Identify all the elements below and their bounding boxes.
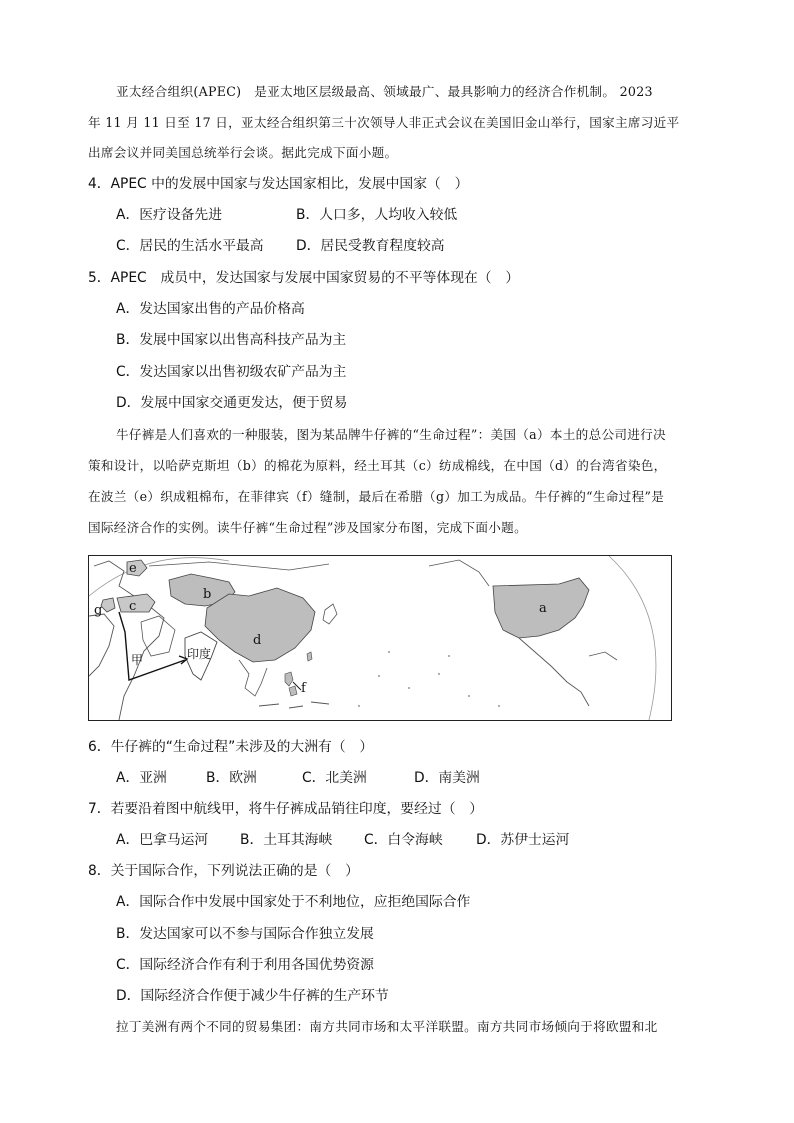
globe-arc-right — [609, 556, 656, 720]
map-label-c: c — [129, 599, 137, 614]
russia-border — [149, 562, 329, 570]
map-route-label: 甲 — [131, 653, 144, 667]
q4-option-c[interactable]: C．居民的生活水平最高 — [116, 238, 264, 254]
q7-option-c[interactable]: C．白令海峡 — [364, 832, 443, 848]
se-asia-coast — [239, 660, 267, 696]
route-jia-line — [119, 612, 185, 680]
q7-option-a[interactable]: A．巴拿马运河 — [116, 832, 209, 848]
arabia-outline — [141, 616, 175, 656]
q7-stem: 7．若要沿着图中航线甲，将牛仔裤成品销往印度，要经过（ ） — [88, 801, 484, 817]
caribbean-coast — [589, 652, 617, 660]
west-coast — [89, 614, 114, 676]
map-label-a: a — [539, 601, 547, 616]
q6-options-row — [116, 768, 480, 788]
q7-option-b[interactable]: B．土耳其海峡 — [240, 832, 333, 848]
q5-option-c[interactable]: C．发达国家以出售初级农矿产品为主 — [116, 364, 347, 380]
map-label-f: f — [301, 681, 306, 696]
pacific-islands — [358, 651, 500, 707]
q8-option-a[interactable]: A．国际合作中发展中国家处于不利地位，应拒绝国际合作 — [116, 894, 471, 910]
q4-option-a[interactable]: A．医疗设备先进 — [116, 207, 223, 223]
intro2-line4: 国际经济合作的实例。读牛仔裤“生命过程”涉及国家分布图，完成下面小题。 — [88, 520, 527, 535]
map-label-b: b — [203, 587, 212, 602]
alaska-coast — [429, 560, 489, 586]
q6-stem: 6．牛仔裤的“生命过程”未涉及的大洲有（ ） — [88, 739, 374, 755]
intro3-line1: 拉丁美洲有两个不同的贸易集团：南方共同市场和太平洋联盟。南方共同市场倾向于将欧盟和北 — [116, 1019, 658, 1034]
q8-option-d[interactable]: D．国际经济合作便于减少牛仔裤的生产环节 — [116, 988, 389, 1004]
intro2-line1: 牛仔裤是人们喜欢的一种服装，图为某品牌牛仔裤的“生命过程”：美国（a）本土的总公司进行决 — [116, 427, 666, 442]
intro2-line2: 策和设计，以哈萨克斯坦（b）的棉花为原料，经土耳其（c）纺成棉线，在中国（d）的台湾省染色， — [88, 458, 667, 473]
q6-option-d[interactable]: D．南美洲 — [414, 770, 480, 786]
map-destination-label: 印度 — [187, 647, 212, 661]
q5-stem: 5．APEC 成员中，发达国家与发展中国家贸易的不平等体现在（ ） — [88, 270, 520, 286]
world-map-svg — [89, 556, 671, 720]
jeans-country-map — [88, 555, 672, 721]
q8-stem: 8．关于国际合作，下列说法正确的是（ ） — [88, 863, 359, 879]
q8-option-c[interactable]: C．国际经济合作有利于利用各国优势资源 — [116, 957, 374, 973]
intro2-line3: 在波兰（e）织成粗棉布，在菲律宾（f）缝制，最后在希腊（g）加工为成品。牛仔裤的“生命过程”是 — [88, 489, 665, 504]
central-america-coast — [519, 638, 589, 706]
q4-options-row1 — [116, 205, 457, 225]
map-label-d: d — [253, 633, 262, 648]
intro1-line2: 年 11 月 11 日至 17 日，亚太经合组织第三十次领导人非正式会议在美国旧金山举行，国家主席习近平 — [88, 115, 680, 130]
map-label-g: g — [94, 603, 103, 618]
q4-option-d[interactable]: D．居民受教育程度较高 — [296, 238, 445, 254]
q4-options-row2 — [116, 236, 445, 256]
q6-option-b[interactable]: B．欧洲 — [206, 770, 257, 786]
q7-options-row — [116, 830, 569, 850]
q7-option-d[interactable]: D．苏伊士运河 — [476, 832, 570, 848]
taiwan-island — [307, 652, 312, 661]
indonesia-islands — [259, 702, 329, 708]
q4-stem: 4．APEC 中的发展中国家与发达国家相比，发展中国家（ ） — [88, 176, 469, 192]
q4-option-b[interactable]: B．人口多，人均收入较低 — [296, 207, 458, 223]
q5-option-d[interactable]: D．发展中国家交通更发达，便于贸易 — [116, 395, 348, 411]
q8-option-b[interactable]: B．发达国家可以不参与国际合作独立发展 — [116, 926, 374, 942]
q5-option-b[interactable]: B．发展中国家以出售高科技产品为主 — [116, 332, 347, 348]
intro1-line3: 出席会议并同美国总统举行会谈。据此完成下面小题。 — [88, 145, 398, 160]
q6-option-c[interactable]: C．北美洲 — [302, 770, 367, 786]
japan-outline — [323, 604, 337, 624]
q6-option-a[interactable]: A．亚洲 — [116, 770, 167, 786]
country-g-greece — [101, 598, 115, 612]
intro1-line1: 亚太经合组织(APEC) 是亚太地区层级最高、领域最广、最具影响力的经济合作机制。 2023 — [116, 84, 653, 99]
q5-option-a[interactable]: A．发达国家出售的产品价格高 — [116, 301, 305, 317]
country-d-china — [205, 588, 315, 662]
map-label-e: e — [129, 561, 137, 576]
